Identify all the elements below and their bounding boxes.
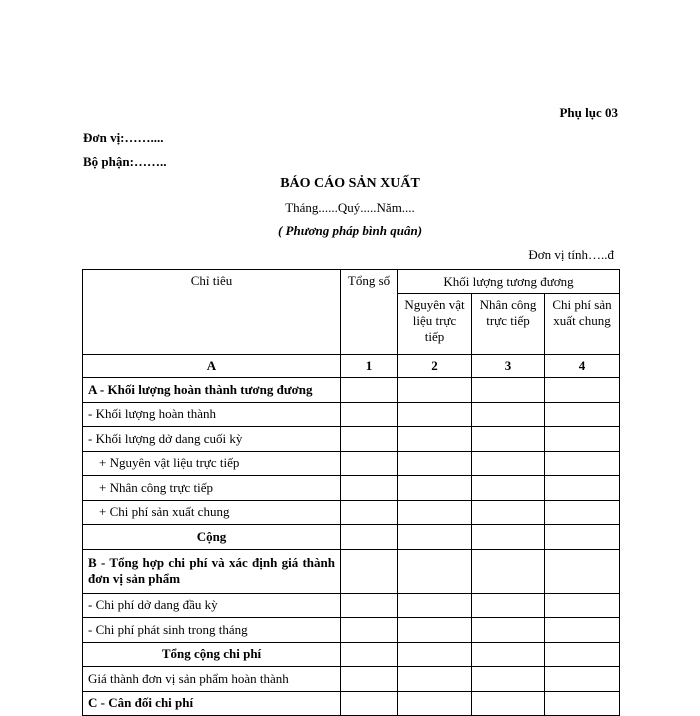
table-row — [83, 691, 620, 716]
currency-unit: Đơn vị tính…..đ — [528, 247, 614, 262]
table-cell[interactable] — [398, 402, 472, 427]
table-cell[interactable] — [545, 642, 620, 667]
table-row — [83, 378, 620, 403]
report-title: BÁO CÁO SẢN XUẤT — [280, 176, 420, 191]
table-cell[interactable] — [472, 500, 545, 525]
table-cell[interactable] — [398, 593, 472, 618]
appendix-label: Phụ lục 03 — [559, 105, 618, 120]
table-cell[interactable] — [341, 549, 398, 593]
table-cell[interactable] — [545, 549, 620, 593]
row-label: Cộng — [83, 525, 341, 550]
index-cell: 4 — [545, 355, 620, 378]
table-cell[interactable] — [341, 642, 398, 667]
table-cell[interactable] — [472, 402, 545, 427]
row-label: + Nhân công trực tiếp — [83, 476, 341, 501]
row-label: A - Khối lượng hoàn thành tương đương — [83, 378, 341, 403]
index-cell: 3 — [472, 355, 545, 378]
table-cell[interactable] — [398, 476, 472, 501]
header-labor: Nhân công trực tiếp — [472, 294, 545, 355]
table-cell[interactable] — [398, 667, 472, 692]
table-cell[interactable] — [545, 451, 620, 476]
table-cell[interactable] — [545, 427, 620, 452]
table-row — [83, 402, 620, 427]
table-cell[interactable] — [472, 476, 545, 501]
index-cell: 1 — [341, 355, 398, 378]
table-cell[interactable] — [398, 451, 472, 476]
index-cell: A — [83, 355, 341, 378]
table-cell[interactable] — [341, 500, 398, 525]
table-cell[interactable] — [472, 618, 545, 643]
header-indicator: Chỉ tiêu — [83, 270, 341, 355]
table-cell[interactable] — [545, 618, 620, 643]
row-label: + Nguyên vật liệu trực tiếp — [83, 451, 341, 476]
table-cell[interactable] — [545, 691, 620, 716]
table-row — [83, 549, 620, 593]
table-cell[interactable] — [545, 378, 620, 403]
header-total: Tổng số — [341, 270, 398, 355]
table-row — [83, 476, 620, 501]
table-cell[interactable] — [472, 427, 545, 452]
table-cell[interactable] — [545, 500, 620, 525]
table-cell[interactable] — [472, 549, 545, 593]
table-row — [83, 593, 620, 618]
table-row — [83, 427, 620, 452]
table-cell[interactable] — [545, 525, 620, 550]
table-cell[interactable] — [341, 402, 398, 427]
table-row — [83, 642, 620, 667]
table-cell[interactable] — [398, 525, 472, 550]
column-index-row — [83, 355, 620, 378]
table-cell[interactable] — [341, 451, 398, 476]
table-cell[interactable] — [472, 667, 545, 692]
table-cell[interactable] — [545, 402, 620, 427]
table-cell[interactable] — [341, 427, 398, 452]
table-cell[interactable] — [341, 378, 398, 403]
table-cell[interactable] — [398, 378, 472, 403]
table-cell[interactable] — [341, 691, 398, 716]
table-cell[interactable] — [545, 476, 620, 501]
table-row — [83, 451, 620, 476]
table-cell[interactable] — [398, 500, 472, 525]
table-cell[interactable] — [341, 618, 398, 643]
table-cell[interactable] — [341, 593, 398, 618]
department-label: Bộ phận:…….. — [83, 154, 167, 169]
table-cell[interactable] — [472, 593, 545, 618]
row-label: + Chi phí sản xuất chung — [83, 500, 341, 525]
row-label: - Khối lượng hoàn thành — [83, 402, 341, 427]
row-label: Giá thành đơn vị sản phẩm hoàn thành — [83, 667, 341, 692]
table-cell[interactable] — [545, 593, 620, 618]
production-report-table — [82, 269, 620, 716]
table-cell[interactable] — [398, 549, 472, 593]
table-cell[interactable] — [341, 525, 398, 550]
table-cell[interactable] — [545, 667, 620, 692]
table-cell[interactable] — [398, 691, 472, 716]
row-label: Tổng cộng chi phí — [83, 642, 341, 667]
table-cell[interactable] — [472, 642, 545, 667]
row-label: - Chi phí phát sinh trong tháng — [83, 618, 341, 643]
table-cell[interactable] — [472, 525, 545, 550]
row-label: B - Tổng hợp chi phí và xác định giá thành đơn vị sản phẩm — [83, 549, 341, 593]
header-overhead: Chi phí sản xuất chung — [545, 294, 620, 355]
table-cell[interactable] — [472, 378, 545, 403]
row-label: C - Cân đối chi phí — [83, 691, 341, 716]
table-row — [83, 667, 620, 692]
report-period: Tháng......Quý.....Năm.... — [285, 200, 415, 215]
table-cell[interactable] — [341, 476, 398, 501]
index-cell: 2 — [398, 355, 472, 378]
table-row — [83, 500, 620, 525]
table-cell[interactable] — [472, 451, 545, 476]
row-label: - Chi phí dở dang đầu kỳ — [83, 593, 341, 618]
report-method: ( Phương pháp bình quân) — [277, 223, 423, 238]
table-row — [83, 618, 620, 643]
table-cell[interactable] — [398, 618, 472, 643]
table-cell[interactable] — [341, 667, 398, 692]
table-cell[interactable] — [398, 427, 472, 452]
table-header-row — [83, 270, 620, 294]
table-row — [83, 525, 620, 550]
row-label: - Khối lượng dở dang cuối kỳ — [83, 427, 341, 452]
table-cell[interactable] — [472, 691, 545, 716]
header-material: Nguyên vật liệu trực tiếp — [398, 294, 472, 355]
unit-label: Đơn vị:…….... — [83, 130, 164, 145]
header-equivalent-group: Khối lượng tương đương — [398, 270, 620, 294]
table-cell[interactable] — [398, 642, 472, 667]
